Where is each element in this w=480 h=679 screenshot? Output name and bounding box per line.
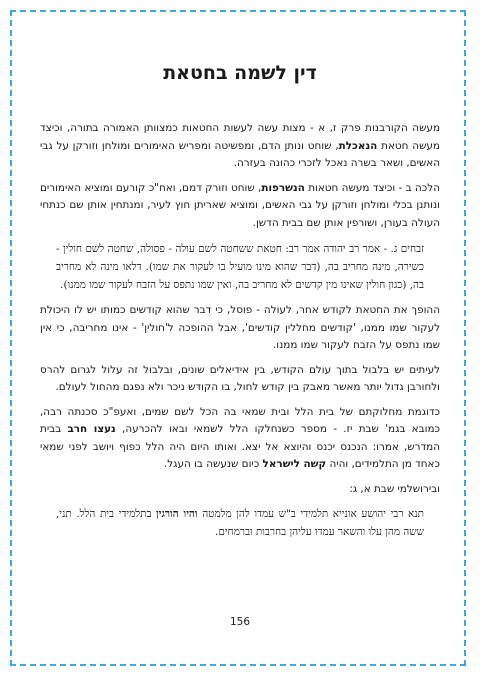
paragraph-5: לעיתים יש בלבול בתוך עולם הקודש, בין אידיאלים שונים, ובלבול זה עלול לגרום להרס ולחורבן גדול יותר מאשר מאבק בין קודש לחול, בו הקודש ניכר ולא נפגם מהחול לעולם.: [40, 363, 440, 393]
paragraph-2-text: הלכה ב - וכיצד מעשה חטאות: [304, 181, 440, 194]
page-title: דין לשמה בחטאת: [163, 62, 317, 84]
page-content: [40, 60, 440, 549]
paragraph-1-text-end: , שוחט ונותן הדם, ומפשיטה ומפריש האימורים ומולחן וזורקן על גבי האשים, ושאר בשרה נאכל לזכרי כהונה בעזרה.: [40, 139, 440, 169]
paragraph-6-bold-2: קשה לישראל: [262, 458, 327, 470]
paragraph-6-text-end: כיום שנעשה בו העגל.: [163, 458, 263, 470]
paragraph-2-bold: הנשרפות: [261, 181, 305, 194]
yerushalmi-quote-text: תנא רבי יהושע אונייא תלמידי ב"ש עמדו להן מלמטה: [197, 508, 424, 520]
paragraph-6-text-mid: בבית המדרש, אמרו: הנכנס יכנס והיוצא אל יצא. ואותו היום היה הלל כפוף ויושב לפני שמאי כאחד מן התלמידים, והיה: [40, 423, 440, 470]
paragraph-1-bold: הנאכלת: [338, 139, 378, 152]
paragraph-2-text-end: , שוחט וזורק דמם, ואח"כ קורעם ומוציא האימורים ונותנן בכלי ומולחן וזורקן על גבי האשים, ומוציא שאריתן חוץ לעיר, ומנתחין אותן שם כנתחי העולה בעורן, ושורפין אותן שם בבית הדשן.: [40, 181, 440, 229]
paragraph-1-text: מעשה הקורבנות פרק ז, א - מצות עשה לעשות החטאות כמצוותן האמורה בתורה, וכיצד מעשה חטאת: [40, 122, 440, 152]
paragraph-4: ההופך את החטאת לקודש אחר, לעולה - פוסל, כי דבר שהוא קודשים כמותו יש לו היכולת לעקור שמו ממנו, 'קודשים מחללין קודשים', אבל ההופכה ל'חולין' - אינו מחריבה, כי אין שמו נתפס על הזבח לעקור שמו ממנו.: [40, 304, 440, 351]
yerushalmi-quote-text-end: בתלמידי בית הלל. תני, ששה מהן עלו והשאר עמדו עליהן בחרבות וברמחים.: [56, 508, 424, 538]
paragraph-1: [40, 120, 440, 173]
paragraph-6-bold-1: נעצו חרב: [67, 423, 116, 435]
talmud-quote-zevachim: זבחים ג. - אמר רב יהודה אמר רב: חטאת ששחטה לשם עולה - פסולה, שחטה לשם חולין - כשירה, מינה מחריב בה, (דבר שהוא מינו מועיל בו לעקור את שמו). דלאו מינה לא מחריב בה, (כגון חולין שאינו מין קדשים לא מחריב בה, ואין שמו נתפס על הזבח לעקור שמו ממנו).: [56, 243, 424, 291]
paragraph-6-text: כדוגמת מחלוקתם של בית הלל ובית שמאי בה הכל לשם שמים, ואעפ"כ סכנתה רבה, כמובא בגמ' שבת יז. - מספר כשנחלקו הלל לשמאי ובאו להכרעה,: [40, 405, 441, 435]
paragraph-2: [40, 180, 440, 233]
yerushalmi-quote: [52, 505, 428, 541]
page-number: 156: [229, 616, 251, 628]
yerushalmi-quote-bold: והיו הורגין: [156, 508, 198, 520]
paragraph-7: ובירושלמי שבת א, ג:: [349, 482, 440, 495]
paragraph-6: [40, 404, 440, 474]
